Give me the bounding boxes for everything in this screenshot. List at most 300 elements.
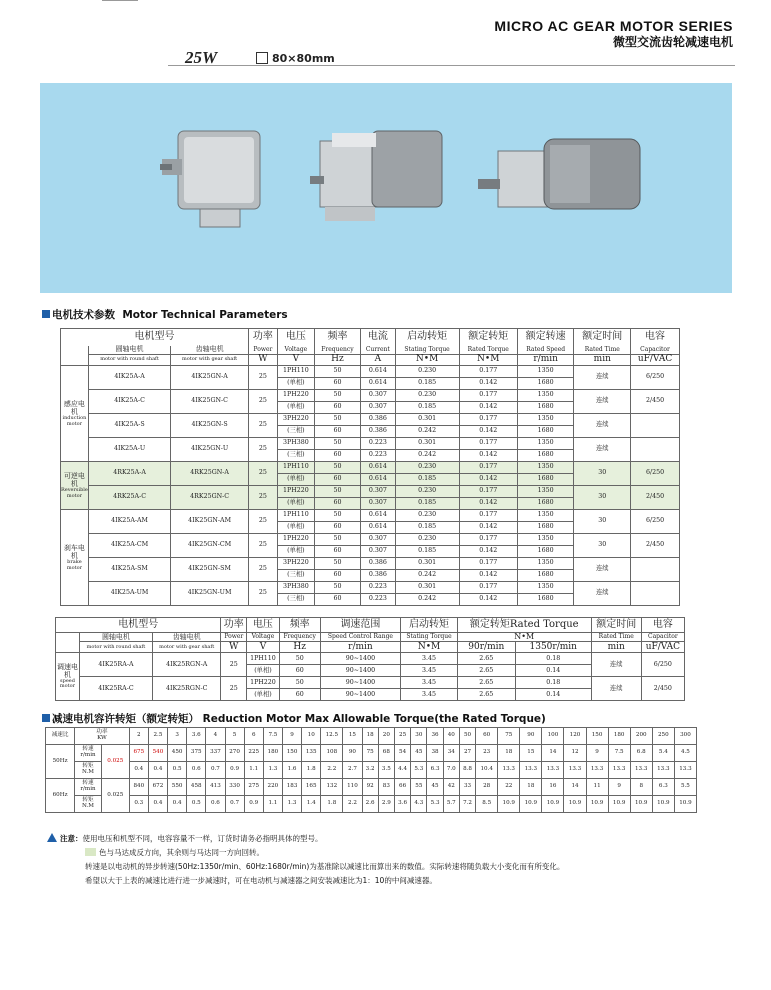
ratio-value: 180 [608,728,630,745]
start-torque-value: 0.230 [395,534,459,546]
rated-torque-1350-value: 0.14 [515,689,591,701]
table-row [61,558,680,570]
torque-value: 3.6 [394,796,410,813]
rated-torque-value: 0.142 [459,594,517,606]
motor-image-left [160,123,270,233]
unit-voltage: V [277,355,314,366]
capacitor-value: 6/250 [631,462,680,486]
t2-col-range-en: Speed Control Range [320,633,401,642]
rated-torque-value: 0.142 [459,426,517,438]
frequency-value: 60 [314,546,360,558]
col-starting-torque-en: Stating Torque [395,346,459,355]
rated-speed-value: 1350 [517,534,574,546]
start-torque-value: 0.185 [395,546,459,558]
model-gear: 4IK25RGN-A [152,653,221,677]
current-value: 0.223 [361,450,396,462]
category-label-en: brake motor [66,558,82,571]
speed-value: 27 [459,745,475,762]
t2-col-round-en: motor with round shaft [80,642,153,653]
section2-title-cn: 减速电机容许转矩（额定转矩） [52,713,199,725]
table-row [61,510,680,522]
speed-value: 42 [443,779,459,796]
ratio-value: 300 [674,728,696,745]
speed-value: 23 [476,745,498,762]
rated-time-value: 连续 [574,390,631,414]
torque-value: 2.2 [321,762,343,779]
torque-value: 8.8 [459,762,475,779]
t2-unit-start: N•M [401,642,458,653]
ratio-value: 100 [542,728,564,745]
t2-col-range: 调速范围 [320,618,401,633]
torque-value: 8.5 [476,796,498,813]
frequency-value: 50 [279,677,320,689]
model-round: 4RK25A-C [88,486,170,510]
speed-value: 15 [520,745,542,762]
ratio-value: 36 [427,728,443,745]
start-torque-value: 0.230 [395,486,459,498]
col-model: 电机型号 [61,329,249,346]
current-value: 0.614 [361,462,396,474]
speed-control-table [55,617,685,701]
model-round: 4IK25A-SM [88,558,170,582]
unit-power: W [248,355,277,366]
rated-time-value: 30 [574,486,631,510]
torque-value: 1.4 [302,796,321,813]
ratio-value: 30 [411,728,427,745]
col-starting-torque: 启动转矩 [395,329,459,346]
torque-value: 1.8 [302,762,321,779]
speed-value: 458 [187,779,206,796]
speed-control-rows [56,653,685,701]
torque-value: 0.4 [129,762,148,779]
model-gear: 4RK25GN-C [171,486,249,510]
torque-value: 2.7 [343,762,362,779]
model-gear: 4IK25GN-AM [171,510,249,534]
frequency-value: 60 [314,570,360,582]
torque-label [75,796,102,813]
speed-value: 11 [586,779,608,796]
t2-col-rated-unit: N•M [457,633,591,642]
torque-value: 5.3 [411,762,427,779]
phase-value: (单相) [277,546,314,558]
col-rated-torque-en: Rated Torque [459,346,517,355]
ratio-value: 150 [586,728,608,745]
current-value: 0.614 [361,510,396,522]
t2-col-rated: 额定转矩Rated Torque [457,618,591,633]
t2-col-power: 功率 [221,618,247,633]
torque-value: 13.3 [674,762,696,779]
category-label: 刹车电机 [63,543,85,560]
frequency-value: 60 [279,665,320,677]
torque-value: 10.9 [586,796,608,813]
frequency-value: 50 [314,414,360,426]
model-gear: 4IK25GN-SM [171,558,249,582]
current-value: 0.614 [361,522,396,534]
section-motor-parameters [42,307,288,322]
ratio-value: 18 [362,728,378,745]
torque-label-text: 转矩 [82,797,94,804]
rated-speed-value: 1680 [517,522,574,534]
product-banner [40,83,732,293]
col-rated-time: 额定时间 [574,329,631,346]
t2-col-frequency-en: Frequency [279,633,320,642]
voltage-value: 3PH220 [277,558,314,570]
ratio-value: 12.5 [321,728,343,745]
torque-value: 6.3 [427,762,443,779]
unit-current: A [361,355,396,366]
motor-parameter-table [60,328,680,606]
torque-unit: N.M [81,803,95,809]
rated-speed-value: 1680 [517,426,574,438]
current-value: 0.386 [361,426,396,438]
rated-time-value: 30 [574,510,631,534]
rated-speed-value: 1680 [517,402,574,414]
t2-col-start-en: Stating Torque [401,633,458,642]
col-rated-torque: 额定转矩 [459,329,517,346]
rated-time-value: 连续 [574,366,631,390]
rated-torque-value: 0.142 [459,522,517,534]
start-torque-value: 0.185 [395,522,459,534]
start-torque-value: 0.242 [395,450,459,462]
torque-value: 0.6 [206,796,225,813]
power-value: 25 [248,510,277,534]
current-value: 0.223 [361,582,396,594]
unit-rated-speed: r/min [517,355,574,366]
ratio-value: 2 [129,728,148,745]
speed-unit: r/min [80,786,96,792]
ratio-value: 120 [564,728,586,745]
table-row [46,779,697,796]
model-round: 4IK25RA-C [80,677,153,701]
rated-time-value: 连续 [574,438,631,462]
rated-torque-value: 0.142 [459,378,517,390]
rated-torque-1350-value: 0.18 [515,677,591,689]
model-round: 4IK25A-AM [88,510,170,534]
table-row [61,486,680,498]
category-label: 调速电机 [57,663,78,679]
col-voltage-en: Voltage [277,346,314,355]
frequency-value: 60 [314,498,360,510]
torque-value: 0.4 [148,796,167,813]
phase-value: (单相) [277,522,314,534]
start-torque-value: 0.242 [395,594,459,606]
speed-value: 375 [187,745,206,762]
current-value: 0.307 [361,534,396,546]
t2-col-cap-en: Capacitor [641,633,684,642]
section-title-en: Motor Technical Parameters [122,309,288,321]
series-title-en: MICRO AC GEAR MOTOR SERIES [494,18,733,34]
speed-value: 90 [343,745,362,762]
speed-value: 66 [394,779,410,796]
torque-value: 7.0 [443,762,459,779]
speed-value: 270 [225,745,244,762]
col-gear-shaft-en: motor with gear shaft [171,355,249,366]
col-round-shaft-en: motor with round shaft [88,355,170,366]
speed-value: 54 [394,745,410,762]
color-swatch-icon [85,848,96,856]
table-row [61,534,680,546]
rated-speed-value: 1680 [517,498,574,510]
t2-unit-voltage: V [247,642,280,653]
rated-torque-value: 0.177 [459,510,517,522]
current-value: 0.614 [361,366,396,378]
torque-value: 13.3 [652,762,674,779]
torque-value: 0.5 [187,796,206,813]
speed-value: 225 [244,745,263,762]
col-round-shaft: 圆轴电机 [88,346,170,355]
frequency-value: 60 [314,450,360,462]
rated-torque-value: 0.142 [459,498,517,510]
speed-value: 14 [542,745,564,762]
t2-unit-cap: uF/VAC [641,642,684,653]
note-1: 使用电压和机型不同，电容容量不一样，订货时请务必指明具体的型号。 [82,834,323,843]
power-value: 25 [248,390,277,414]
ratio-value: 40 [443,728,459,745]
torque-value: 0.4 [148,762,167,779]
speed-value: 132 [321,779,343,796]
start-torque-value: 0.301 [395,438,459,450]
speed-value: 16 [542,779,564,796]
torque-value: 0.7 [206,762,225,779]
speed-value: 22 [498,779,520,796]
start-torque-value: 0.185 [395,402,459,414]
voltage-value: 3PH380 [277,438,314,450]
rated-speed-value: 1350 [517,462,574,474]
model-gear: 4IK25GN-A [171,366,249,390]
voltage-value: 1PH220 [277,486,314,498]
speed-value: 14 [564,779,586,796]
current-value: 0.386 [361,558,396,570]
current-value: 0.223 [361,594,396,606]
current-value: 0.307 [361,546,396,558]
speed-value: 45 [427,779,443,796]
start-torque-value: 0.185 [395,378,459,390]
section-square-icon [42,310,50,318]
ratio-value: 6 [244,728,263,745]
power-value: 25 [221,653,247,677]
frequency-value: 60 [279,689,320,701]
capacitor-value: 2/450 [631,390,680,414]
speed-value: 275 [244,779,263,796]
speed-value: 675 [129,745,148,762]
frequency-value: 60 [314,402,360,414]
model-round: 4IK25A-C [88,390,170,414]
t2-col-time-en: Rated Time [591,633,641,642]
note-2: 色与马达成反方向，其余则与马达同一方向回转。 [99,848,264,857]
current-value: 0.307 [361,402,396,414]
speed-value: 6.3 [652,779,674,796]
torque-value: 0.3 [129,796,148,813]
frequency-value: 50 [314,438,360,450]
capacitor-value [631,582,680,606]
speed-value: 413 [206,779,225,796]
power-label: 功率 [96,729,108,736]
torque-value: 5.7 [443,796,459,813]
category-induction [61,366,89,462]
start-torque-value: 0.301 [395,558,459,570]
capacitor-value: 6/250 [631,510,680,534]
model-gear: 4RK25GN-A [171,462,249,486]
motor-image-right [478,121,648,231]
reduction-torque-table [45,727,697,813]
rated-speed-value: 1350 [517,486,574,498]
model-gear: 4IK25GN-UM [171,582,249,606]
phase-value: (单相) [277,474,314,486]
speed-label [75,745,102,762]
speed-value: 92 [362,779,378,796]
rated-speed-value: 1350 [517,438,574,450]
capacitor-value [631,558,680,582]
table-row [46,728,697,745]
frequency-value: 60 [314,594,360,606]
start-torque-value: 0.185 [395,498,459,510]
speed-value: 5.5 [674,779,696,796]
category-label-en: induction motor [62,414,87,427]
torque-label-text: 转矩 [82,763,94,770]
voltage-value: 1PH220 [277,534,314,546]
speed-value: 7.5 [608,745,630,762]
torque-value: 5.3 [427,796,443,813]
speed-value: 12 [564,745,586,762]
unit-rated-torque: N•M [459,355,517,366]
torque-value: 0.4 [168,796,187,813]
ratio-value: 200 [630,728,652,745]
ratio-value: 90 [520,728,542,745]
table-row [61,438,680,450]
rated-time-value: 连续 [574,414,631,438]
torque-value: 13.3 [498,762,520,779]
col-rated-speed: 额定转速 [517,329,574,346]
speed-value: 4.5 [674,745,696,762]
start-torque-value: 0.301 [395,414,459,426]
torque-value: 7.2 [459,796,475,813]
ratio-value: 3.6 [187,728,206,745]
rated-speed-value: 1350 [517,558,574,570]
category-reversible [61,462,89,510]
power-value: 25 [221,677,247,701]
frequency-value: 50 [314,582,360,594]
model-gear: 4IK25GN-C [171,390,249,414]
torque-value: 10.4 [476,762,498,779]
phase-value: (三相) [277,570,314,582]
rated-torque-value: 0.177 [459,366,517,378]
torque-value: 10.9 [652,796,674,813]
speed-label-text: 转速 [82,746,94,753]
model-round: 4IK25A-U [88,438,170,462]
power-header [75,728,130,745]
torque-value: 2.6 [362,796,378,813]
power-value: 25 [248,438,277,462]
col-rated-time-en: Rated Time [574,346,631,355]
section-reduction-torque [42,711,546,726]
torque-label [75,762,102,779]
speed-value: 18 [520,779,542,796]
torque-value: 13.3 [630,762,652,779]
torque-value: 0.7 [225,796,244,813]
rated-time-value: 连续 [591,653,641,677]
range-value: 90~1400 [320,653,401,665]
rated-torque-90-value: 2.65 [457,653,515,665]
col-current: 电流 [361,329,396,346]
voltage-value: 1PH110 [247,653,280,665]
speed-value: 38 [427,745,443,762]
current-value: 0.307 [361,486,396,498]
torque-unit: N.M [81,769,95,775]
frequency-value: 50 [314,534,360,546]
note-3: 转速是以电动机的异步转速(50Hz:1350r/min、60Hz:1680r/min)为基准除以减速比而算出来的数值。实际转速将随负载大小变化而有所变化。 [85,862,565,871]
torque-value: 1.8 [321,796,343,813]
start-torque-value: 3.45 [401,653,458,665]
frame-size: 80×80mm [272,52,335,65]
col-power-en: Power [248,346,277,355]
ratio-value: 60 [476,728,498,745]
col-frequency: 频率 [314,329,360,346]
voltage-value: 1PH110 [277,462,314,474]
current-value: 0.386 [361,414,396,426]
torque-value: 4.4 [394,762,410,779]
model-round: 4IK25A-A [88,366,170,390]
col-gear-shaft: 齿轴电机 [171,346,249,355]
frequency-value: 50 [314,462,360,474]
ratio-value: 25 [394,728,410,745]
ratio-value: 250 [652,728,674,745]
t2-col-gear-en: motor with gear shaft [152,642,221,653]
ratio-value: 5 [225,728,244,745]
category-brake [61,510,89,606]
reduction-torque-rows [46,728,697,813]
rated-torque-value: 0.177 [459,462,517,474]
table-row [56,653,685,665]
speed-value: 220 [263,779,282,796]
t2-col-frequency: 频率 [279,618,320,633]
unit-starting-torque: N•M [395,355,459,366]
rated-torque-90-value: 2.65 [457,689,515,701]
col-frequency-en: Frequency [314,346,360,355]
rated-torque-value: 0.177 [459,390,517,402]
table-row [46,796,697,813]
speed-value: 34 [443,745,459,762]
range-value: 90~1400 [320,689,401,701]
speed-value: 450 [168,745,187,762]
rated-speed-value: 1350 [517,366,574,378]
ratio-header: 减速比 [46,728,75,745]
t2-unit-time: min [591,642,641,653]
ratio-value: 20 [378,728,394,745]
phase-value: (单相) [277,378,314,390]
speed-value: 108 [321,745,343,762]
t2-unit-power: W [221,642,247,653]
speed-value: 540 [148,745,167,762]
start-torque-value: 3.45 [401,677,458,689]
power-value: 25 [248,558,277,582]
table-row [61,366,680,378]
rated-time-value: 连续 [574,582,631,606]
motor-image-center [310,121,450,231]
speed-value: 330 [225,779,244,796]
voltage-value: 1PH110 [277,510,314,522]
speed-value: 55 [411,779,427,796]
frequency-value: 60 [314,522,360,534]
table-row [61,462,680,474]
torque-value: 13.3 [608,762,630,779]
phase-value: (单相) [277,402,314,414]
rated-torque-value: 0.142 [459,546,517,558]
speed-value: 672 [148,779,167,796]
rated-speed-value: 1680 [517,474,574,486]
table-row [46,762,697,779]
speed-value: 75 [362,745,378,762]
category-label-en: Reversible motor [61,486,88,499]
